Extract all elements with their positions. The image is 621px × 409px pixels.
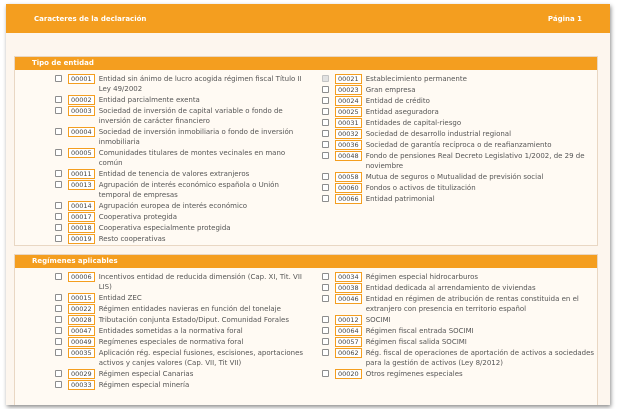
option-row	[322, 172, 597, 182]
option-row	[55, 234, 306, 244]
option-label: Cooperativa especialmente protegida	[98, 224, 231, 232]
option-checkbox[interactable]	[55, 235, 62, 242]
option-checkbox[interactable]	[55, 107, 62, 114]
option-label: Entidad parcialmente exenta	[98, 96, 200, 104]
option-code: 00066	[335, 194, 362, 204]
section-title: Tipo de entidad	[15, 57, 597, 70]
option-checkbox[interactable]	[55, 349, 62, 356]
option-row	[55, 380, 306, 390]
option-label: Fondo de pensiones Real Decreto Legislativo 1/2002, de 29 de noviembre	[365, 152, 585, 170]
option-code: 00011	[68, 169, 95, 179]
option-checkbox[interactable]	[55, 96, 62, 103]
option-label: Entidades de capital-riesgo	[365, 119, 462, 127]
option-row	[322, 74, 597, 84]
option-code: 00023	[335, 85, 362, 95]
option-checkbox[interactable]	[322, 284, 329, 291]
option-code: 00038	[335, 283, 362, 293]
option-row	[322, 326, 597, 336]
option-code: 00046	[335, 294, 362, 304]
option-checkbox[interactable]	[322, 119, 329, 126]
option-row	[322, 85, 597, 95]
option-row	[55, 315, 306, 325]
option-checkbox[interactable]	[55, 224, 62, 231]
option-row	[55, 212, 306, 222]
option-label: Sociedad de inversión inmobiliaria o fondo de inversión inmobiliaria	[98, 128, 294, 146]
option-label: Sociedad de inversión de capital variable o fondo de inversión de carácter financiero	[98, 107, 283, 125]
option-row	[55, 304, 306, 314]
option-code: 00064	[335, 326, 362, 336]
option-label: Rég. fiscal de operaciones de aportación de activos a sociedades para la gestión de activos (Ley 8/2012)	[365, 349, 595, 367]
option-label: Entidad de crédito	[365, 97, 430, 105]
option-label: Entidad ZEC	[98, 294, 142, 302]
option-checkbox[interactable]	[55, 381, 62, 388]
option-row	[55, 180, 306, 200]
option-checkbox[interactable]	[55, 327, 62, 334]
option-label: Agrupación de interés económico española o Unión temporal de empresas	[98, 181, 279, 199]
option-row	[322, 129, 597, 139]
form-header	[6, 4, 610, 33]
option-code: 00032	[335, 129, 362, 139]
option-row	[322, 294, 597, 314]
option-code: 00001	[68, 74, 95, 84]
option-checkbox[interactable]	[322, 316, 329, 323]
option-label: Fondos o activos de titulización	[365, 184, 476, 192]
option-code: 00033	[68, 380, 95, 390]
form-title: Caracteres de la declaración	[34, 15, 147, 23]
option-row	[322, 96, 597, 106]
option-row	[55, 348, 306, 368]
option-label: Sociedad de garantía recíproca o de reafianzamiento	[365, 141, 552, 149]
option-label: Establecimiento permanente	[365, 75, 467, 83]
option-row	[55, 106, 306, 126]
option-code: 00018	[68, 223, 95, 233]
option-code: 00005	[68, 148, 95, 158]
option-code: 00002	[68, 95, 95, 105]
option-code: 00022	[68, 304, 95, 314]
option-checkbox[interactable]	[322, 108, 329, 115]
option-row	[55, 74, 306, 94]
option-code: 00029	[68, 369, 95, 379]
option-checkbox[interactable]	[55, 170, 62, 177]
option-code: 00014	[68, 201, 95, 211]
option-checkbox	[322, 75, 329, 82]
left-column	[15, 74, 306, 245]
option-row	[55, 148, 306, 168]
option-row	[322, 151, 597, 171]
option-checkbox[interactable]	[55, 305, 62, 312]
option-label: Entidad aseguradora	[365, 108, 439, 116]
option-checkbox[interactable]	[55, 273, 62, 280]
section-title: Regímenes aplicables	[15, 255, 597, 268]
option-label: Agrupación europea de interés económico	[98, 202, 248, 210]
option-code: 00019	[68, 234, 95, 244]
option-label: Incentivos entidad de reducida dimensión (Cap. XI, Tit. VII LIS)	[98, 273, 302, 291]
option-code: 00058	[335, 172, 362, 182]
option-row	[55, 201, 306, 211]
option-row	[322, 315, 597, 325]
option-code: 00034	[335, 272, 362, 282]
option-row	[322, 107, 597, 117]
option-row	[322, 283, 597, 293]
option-label: Entidades sometidas a la normativa foral	[98, 327, 243, 335]
option-row	[55, 293, 306, 303]
option-checkbox[interactable]	[322, 184, 329, 191]
option-code: 00012	[335, 315, 362, 325]
option-label: Régimen fiscal salida SOCIMI	[365, 338, 467, 346]
option-row	[322, 348, 597, 368]
option-checkbox[interactable]	[322, 141, 329, 148]
option-label: Mutua de seguros o Mutualidad de previsión social	[365, 173, 544, 181]
option-checkbox[interactable]	[322, 195, 329, 202]
right-column	[306, 74, 597, 245]
option-code: 00035	[68, 348, 95, 358]
option-label: Cooperativa protegida	[98, 213, 178, 221]
option-checkbox[interactable]	[322, 173, 329, 180]
option-label: Sociedad de desarrollo industrial regional	[365, 130, 512, 138]
option-code: 00047	[68, 326, 95, 336]
option-label: Tributación conjunta Estado/Diput. Comunidad Forales	[98, 316, 289, 324]
option-label: Entidad de tenencia de valores extranjeros	[98, 170, 250, 178]
option-code: 00020	[335, 369, 362, 379]
option-code: 00060	[335, 183, 362, 193]
option-checkbox[interactable]	[55, 128, 62, 135]
option-code: 00004	[68, 127, 95, 137]
option-code: 00049	[68, 337, 95, 347]
option-checkbox[interactable]	[55, 181, 62, 188]
option-code: 00048	[335, 151, 362, 161]
option-label: Entidad sin ánimo de lucro acogida régimen fiscal Título II Ley 49/2002	[98, 75, 302, 93]
option-code: 00021	[335, 74, 362, 84]
option-code: 00017	[68, 212, 95, 222]
option-label: Entidad dedicada al arrendamiento de viviendas	[365, 284, 536, 292]
option-row	[55, 223, 306, 233]
option-code: 00003	[68, 106, 95, 116]
option-row	[55, 337, 306, 347]
option-row	[322, 118, 597, 128]
option-label: Gran empresa	[365, 86, 416, 94]
option-row	[55, 127, 306, 147]
option-label: Resto cooperativas	[98, 235, 166, 243]
option-label: Otros regímenes especiales	[365, 370, 463, 378]
section-regimenes-aplicables	[14, 254, 598, 405]
option-label: Aplicación rég. especial fusiones, escisiones, aportaciones activos y canjes valores (Cap. VII, Tit VII)	[98, 349, 304, 367]
option-row	[322, 194, 597, 204]
option-checkbox[interactable]	[322, 327, 329, 334]
option-code: 00013	[68, 180, 95, 190]
option-row	[55, 369, 306, 379]
option-label: Régimen especial Canarias	[98, 370, 194, 378]
option-label: SOCIMI	[365, 316, 391, 324]
option-checkbox[interactable]	[322, 273, 329, 280]
option-code: 00024	[335, 96, 362, 106]
option-checkbox[interactable]	[55, 294, 62, 301]
option-code: 00062	[335, 348, 362, 358]
option-label: Régimen fiscal entrada SOCIMI	[365, 327, 474, 335]
option-row	[322, 272, 597, 282]
option-checkbox[interactable]	[55, 213, 62, 220]
option-checkbox[interactable]	[55, 149, 62, 156]
option-checkbox[interactable]	[55, 316, 62, 323]
option-checkbox[interactable]	[322, 295, 329, 302]
option-checkbox[interactable]	[322, 370, 329, 377]
option-row	[55, 272, 306, 292]
page-indicator: Página 1	[547, 15, 582, 23]
option-label: Regímenes especiales de normativa foral	[98, 338, 244, 346]
option-checkbox[interactable]	[322, 130, 329, 137]
option-code: 00057	[335, 337, 362, 347]
option-code: 00031	[335, 118, 362, 128]
option-code: 00036	[335, 140, 362, 150]
option-row	[55, 326, 306, 336]
option-label: Régimen especial hidrocarburos	[365, 273, 479, 281]
option-row	[322, 337, 597, 347]
option-checkbox[interactable]	[322, 349, 329, 356]
option-checkbox[interactable]	[55, 75, 62, 82]
section-tipo-entidad	[14, 56, 598, 246]
option-code: 00028	[68, 315, 95, 325]
option-checkbox[interactable]	[55, 338, 62, 345]
right-column	[306, 272, 597, 391]
option-checkbox[interactable]	[322, 86, 329, 93]
option-checkbox[interactable]	[55, 202, 62, 209]
left-column	[15, 272, 306, 391]
option-row	[322, 140, 597, 150]
option-code: 00015	[68, 293, 95, 303]
declaration-form	[6, 4, 610, 405]
option-row	[55, 95, 306, 105]
option-code: 00025	[335, 107, 362, 117]
option-checkbox[interactable]	[322, 152, 329, 159]
option-row	[55, 169, 306, 179]
option-checkbox[interactable]	[322, 97, 329, 104]
option-row	[322, 369, 597, 379]
option-label: Comunidades titulares de montes vecinales en mano común	[98, 149, 286, 167]
option-row	[322, 183, 597, 193]
option-code: 00006	[68, 272, 95, 282]
option-label: Régimen especial minería	[98, 381, 190, 389]
option-label: Entidad patrimonial	[365, 195, 435, 203]
option-checkbox[interactable]	[55, 370, 62, 377]
option-label: Entidad en régimen de atribución de rentas constituida en el extranjero con presencia en territorio español	[365, 295, 579, 313]
option-label: Régimen entidades navieras en función del tonelaje	[98, 305, 281, 313]
option-checkbox[interactable]	[322, 338, 329, 345]
